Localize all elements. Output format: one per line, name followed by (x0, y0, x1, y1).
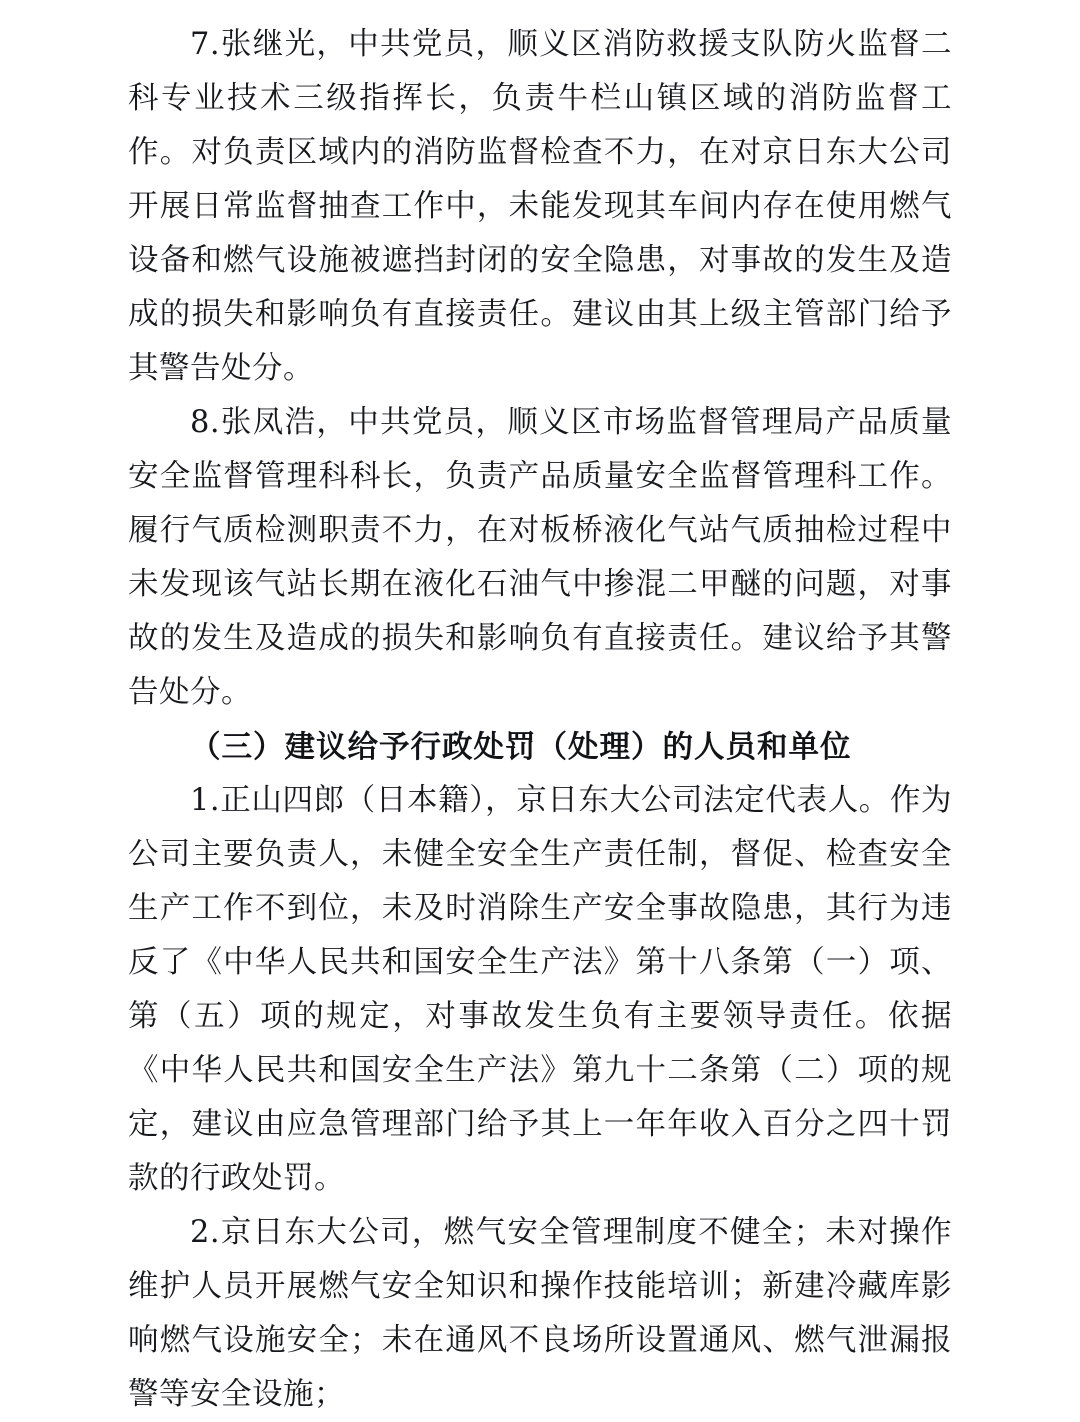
paragraph-item-1: 1.正山四郎（日本籍），京日东大公司法定代表人。作为公司主要负责人，未健全安全生产责任制，督促、检查安全生产工作不到位，未及时消除生产安全事故隐患，其行为违反了《中华人民共和国安全生产法》第十八条第（一）项、第（五）项的规定，对事故发生负有主要领导责任。依据《中华人民共和国安全生产法》第九十二条第（二）项的规定，建议由应急管理部门给予其上一年年收入百分之四十罚款的行政处罚。 (128, 783, 952, 1196)
paragraph-item-2: 2.京日东大公司，燃气安全管理制度不健全；未对操作维护人员开展燃气安全知识和操作技能培训；新建冷藏库影响燃气设施安全；未在通风不良场所设置通风、燃气泄漏报警等安全设施； (128, 1215, 952, 1412)
paragraph-item-8: 8.张凤浩，中共党员，顺义区市场监督管理局产品质量安全监督管理科科长，负责产品质量安全监督管理科工作。履行气质检测职责不力，在对板桥液化气站气质抽检过程中未发现该气站长期在液化石油气中掺混二甲醚的问题，对事故的发生及造成的损失和影响负有直接责任。建议给予其警告处分。 (128, 405, 952, 710)
paragraph-item-7: 7.张继光，中共党员，顺义区消防救援支队防火监督二科专业技术三级指挥长，负责牛栏山镇区域的消防监督工作。对负责区域内的消防监督检查不力，在对京日东大公司开展日常监督抽查工作中，未能发现其车间内存在使用燃气设备和燃气设施被遮挡封闭的安全隐患，对事故的发生及造成的损失和影响负有直接责任。建议由其上级主管部门给予其警告处分。 (128, 27, 952, 386)
section-heading: （三）建议给予行政处罚（处理）的人员和单位 (190, 729, 852, 765)
